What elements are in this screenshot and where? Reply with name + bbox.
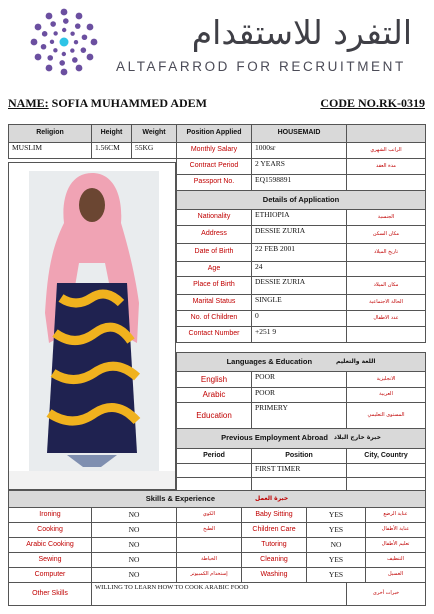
employment-position-cell: FIRST TIMER (251, 463, 347, 478)
skill-label: Washing (241, 567, 307, 583)
detail-value: 0 (251, 310, 347, 327)
contract-arabic: مدة العقد (346, 158, 426, 175)
skill-label: Cleaning (241, 552, 307, 568)
salary-value: 1000sr (251, 142, 347, 159)
salary-label: Monthly Salary (176, 142, 252, 159)
other-skills-label: Other Skills (8, 582, 92, 606)
passport-label: Passport No. (176, 174, 252, 191)
detail-arabic: الحالة الاجتماعية (346, 294, 426, 311)
code-number: CODE NO.RK-0319 (320, 96, 425, 110)
skill-label: Cooking (8, 522, 92, 538)
other-skills-value: WILLING TO LEARN HOW TO COOK ARABIC FOOD (91, 582, 347, 606)
skill-value: NO (306, 537, 366, 553)
logo-dot (61, 9, 68, 16)
logo-dot (41, 44, 47, 50)
logo-dot (91, 39, 98, 46)
detail-label: Date of Birth (176, 243, 252, 262)
language-value: POOR (251, 371, 347, 388)
detail-arabic: مكان السكن (346, 225, 426, 244)
logo-center-dot (60, 38, 69, 47)
other-skills-arabic: خبرات أخرى (346, 582, 426, 606)
detail-value: 24 (251, 261, 347, 277)
detail-label: Address (176, 225, 252, 244)
logo-dot (70, 48, 74, 52)
logo-dot (46, 65, 53, 72)
languages-title (176, 352, 426, 372)
employment-title-en: Previous Employment Abroad (221, 433, 328, 443)
employment-title-ar: خبرة خارج البلاد (333, 434, 381, 442)
language-arabic: الانجليزية (346, 371, 426, 388)
skill-label: Arabic Cooking (8, 537, 92, 553)
skill-label: Tutoring (241, 537, 307, 553)
skill-value: NO (91, 522, 177, 538)
skill-arabic: عناية الأطفال (365, 522, 426, 538)
employment-period-cell-2 (176, 477, 252, 491)
contract-value: 2 YEARS (251, 158, 347, 175)
skill-arabic: الكوي (176, 507, 242, 523)
skill-value: NO (91, 537, 177, 553)
logo-dot (50, 21, 56, 27)
logo-dot (81, 47, 87, 53)
candidate-name (8, 96, 207, 111)
logo-dot (59, 60, 65, 66)
logo-dot (87, 54, 94, 61)
employment-period-cell (176, 463, 252, 478)
detail-arabic (346, 261, 426, 277)
logo-dot (46, 13, 53, 20)
logo-dot (74, 40, 78, 44)
language-label: Arabic (176, 387, 252, 403)
skill-label: Computer (8, 567, 92, 583)
contract-label: Contract Period (176, 158, 252, 175)
language-value: PRIMERY (251, 402, 347, 429)
brand-english: ALTAFARROD FOR RECRUITMENT (116, 59, 406, 74)
skill-label: Ironing (8, 507, 92, 523)
logo-dot (53, 31, 57, 35)
skill-arabic: إستخدام الكمبيوتر (176, 567, 242, 583)
height-value: 1.56CM (91, 142, 132, 159)
detail-value: +251 9 (251, 326, 347, 343)
position-spare-cell (346, 124, 426, 143)
logo-dot (63, 18, 69, 24)
col-position: Position (251, 448, 347, 464)
logo-dot (50, 40, 54, 44)
skill-label: Children Care (241, 522, 307, 538)
col-city-country: City, Country (346, 448, 426, 464)
skill-label: Sewing (8, 552, 92, 568)
skill-arabic: عناية الرضع (365, 507, 426, 523)
height-header: Height (91, 124, 132, 143)
religion-header: Religion (8, 124, 92, 143)
detail-value: SINGLE (251, 294, 347, 311)
weight-header: Weight (131, 124, 177, 143)
logo-dot (62, 52, 66, 56)
logo-dot (61, 69, 68, 76)
company-logo-icon (30, 8, 98, 76)
detail-arabic: عدد الاطفال (346, 310, 426, 327)
position-value: HOUSEMAID (251, 124, 347, 143)
candidate-photo (8, 162, 176, 490)
name-label: NAME: (8, 96, 49, 110)
detail-value: ETHIOPIA (251, 209, 347, 226)
weight-value: 55KG (131, 142, 177, 159)
detail-value: DESSIE ZURIA (251, 276, 347, 295)
employment-city-cell-2 (346, 477, 426, 491)
detail-value: DESSIE ZURIA (251, 225, 347, 244)
skills-title (8, 490, 426, 508)
logo-dot (42, 31, 48, 37)
language-value: POOR (251, 387, 347, 403)
skill-value: NO (91, 567, 177, 583)
brand-arabic: التفرد للاستقدام (191, 13, 412, 52)
skill-value: YES (306, 567, 366, 583)
logo-dot (62, 28, 66, 32)
logo-dot (53, 48, 57, 52)
skill-value: NO (91, 552, 177, 568)
skill-arabic (176, 537, 242, 553)
passport-value: EQ1598891 (251, 174, 347, 191)
employment-title (176, 428, 426, 449)
logo-dot (47, 55, 53, 61)
logo-dot (82, 34, 88, 40)
salary-arabic: الراتب الشهري (346, 142, 426, 159)
language-label: English (176, 371, 252, 388)
language-label: Education (176, 402, 252, 429)
languages-title-en: Languages & Education (226, 356, 313, 366)
skill-label: Baby Sitting (241, 507, 307, 523)
detail-arabic: الجنسية (346, 209, 426, 226)
employment-position-cell-2 (251, 477, 347, 491)
skill-arabic: الغسيل (365, 567, 426, 583)
skill-value: YES (306, 552, 366, 568)
logo-dot (31, 39, 38, 46)
detail-label: Age (176, 261, 252, 277)
logo-dot (72, 57, 78, 63)
detail-label: Contact Number (176, 326, 252, 343)
skills-title-en: Skills & Experience (145, 493, 215, 503)
skill-arabic: الطبخ (176, 522, 242, 538)
skill-arabic: تعليم الأطفال (365, 537, 426, 553)
languages-title-ar: اللغة والتعليم (336, 357, 376, 365)
logo-dot (35, 24, 42, 31)
skill-value: NO (91, 507, 177, 523)
skill-arabic: التنظيف (365, 552, 426, 568)
detail-label: Place of Birth (176, 276, 252, 295)
logo-dot (70, 31, 74, 35)
details-title: Details of Application (176, 190, 426, 210)
religion-value: MUSLIM (8, 142, 92, 159)
logo-dot (35, 54, 42, 61)
candidate-photo-icon (9, 163, 175, 489)
language-arabic: المستوى التعليمي (346, 402, 426, 429)
detail-arabic (346, 326, 426, 343)
col-period: Period (176, 448, 252, 464)
detail-label: Nationality (176, 209, 252, 226)
detail-arabic: تاريخ الميلاد (346, 243, 426, 262)
logo-dot (87, 24, 94, 31)
detail-arabic: مكان الميلاد (346, 276, 426, 295)
detail-label: Marital Status (176, 294, 252, 311)
logo-dot (76, 65, 83, 72)
skills-title-ar: خبرة العمل (254, 494, 289, 502)
logo-dot (75, 23, 81, 29)
passport-spare-cell (346, 174, 426, 191)
detail-value: 22 FEB 2001 (251, 243, 347, 262)
detail-label: No. of Children (176, 310, 252, 327)
skill-value: YES (306, 507, 366, 523)
name-value: SOFIA MUHAMMED ADEM (51, 96, 207, 110)
language-arabic: العربية (346, 387, 426, 403)
position-header: Position Applied (176, 124, 252, 143)
skill-value: YES (306, 522, 366, 538)
logo-dot (76, 13, 83, 20)
skill-arabic: الخياطة (176, 552, 242, 568)
employment-city-cell (346, 463, 426, 478)
